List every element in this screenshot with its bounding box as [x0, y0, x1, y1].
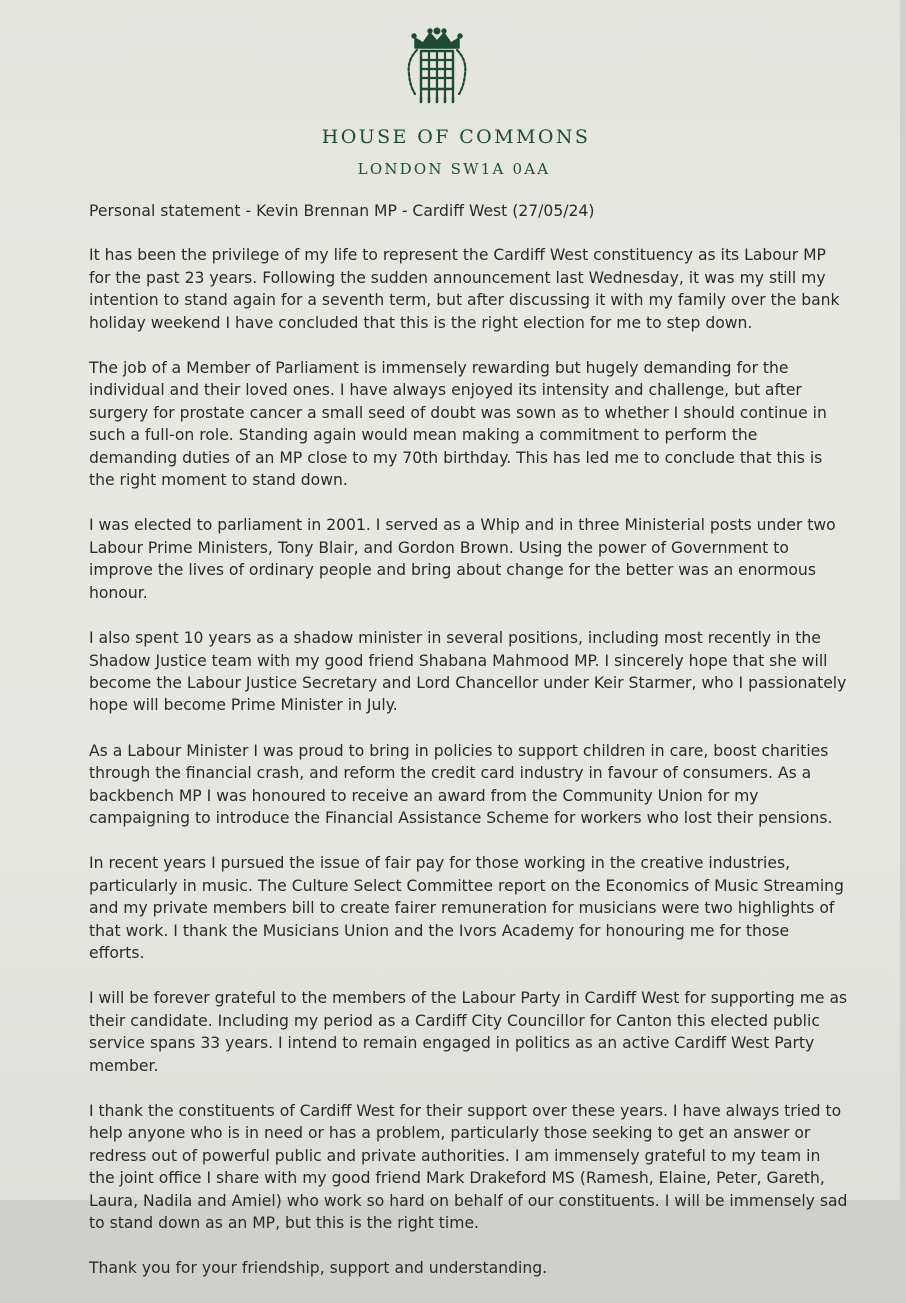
statement-heading: Personal statement - Kevin Brennan MP - Cardiff West (27/05/24)	[89, 202, 595, 220]
statement-paragraph: I was elected to parliament in 2001. I served as a Whip and in three Ministerial posts under two Labour Prime Ministers, Tony Blair, and Gordon Brown. Using the power of Government to improve the lives of ordinary people and bring about change for the better was an enormous honour.	[89, 516, 836, 602]
statement-paragraph: I also spent 10 years as a shadow minister in several positions, including most recently in the Shadow Justice team with my good friend Shabana Mahmood MP. I sincerely hope that she will become the Labour Justice Secretary and Lord Chancellor under Keir Starmer, who I passionately hope will become Prime Minister in July.	[89, 629, 847, 715]
statement-body	[89, 200, 849, 1303]
statement-paragraph: In recent years I pursued the issue of fair pay for those working in the creative industries, particularly in music. The Culture Select Committee report on the Economics of Music Streaming and my private members bill to create fairer remuneration for musicians were two highlights of that work. I thank the Musicians Union and the Ivors Academy for honouring me for those efforts.	[89, 854, 844, 962]
statement-paragraph: The job of a Member of Parliament is immensely rewarding but hugely demanding for the individual and their loved ones. I have always enjoyed its intensity and challenge, but after surgery for prostate cancer a small seed of doubt was sown as to whether I should continue in such a full-on role. Standing again would mean making a commitment to perform the demanding duties of an MP close to my 70th birthday. This has led me to conclude that this is the right moment to stand down.	[89, 359, 827, 490]
organisation-name: HOUSE OF COMMONS	[321, 126, 591, 148]
statement-paragraph: I thank the constituents of Cardiff West for their support over these years. I have always tried to help anyone who is in need or has a problem, particularly those seeking to get an answer or redress out of powerful public and private authorities. I am immensely grateful to my team in the joint office I share with my good friend Mark Drakeford MS (Ramesh, Elaine, Peter, Gareth, Laura, Nadila and Amiel) who work so hard on behalf of our constituents. I will be immensely sad to stand down as an MP, but this is the right time.	[89, 1102, 848, 1233]
statement-paragraph: I will be forever grateful to the members of the Labour Party in Cardiff West for supporting me as their candidate. Including my period as a Cardiff City Councillor for Canton this elected public service spans 33 years. I intend to remain engaged in politics as an active Cardiff West Party member.	[89, 989, 848, 1075]
statement-paragraph: As a Labour Minister I was proud to bring in policies to support children in care, boost charities through the financial crash, and reform the credit card industry in favour of consumers. As a backbench MP I was honoured to receive an award from the Community Union for my campaigning to introduce the Financial Assistance Scheme for workers who lost their pensions.	[89, 741, 833, 827]
organisation-address: LONDON SW1A 0AA	[357, 160, 551, 178]
statement-closing: Thank you for your friendship, support and understanding.	[89, 1259, 548, 1278]
statement-paragraph: It has been the privilege of my life to represent the Cardiff West constituency as its Labour MP for the past 23 years. Following the sudden announcement last Wednesday, it was my still my intention to stand again for a seventh term, but after discussing it with my family over the bank holiday weekend I have concluded that this is the right election for me to step down.	[89, 246, 840, 332]
portcullis-crest-icon	[401, 26, 473, 106]
